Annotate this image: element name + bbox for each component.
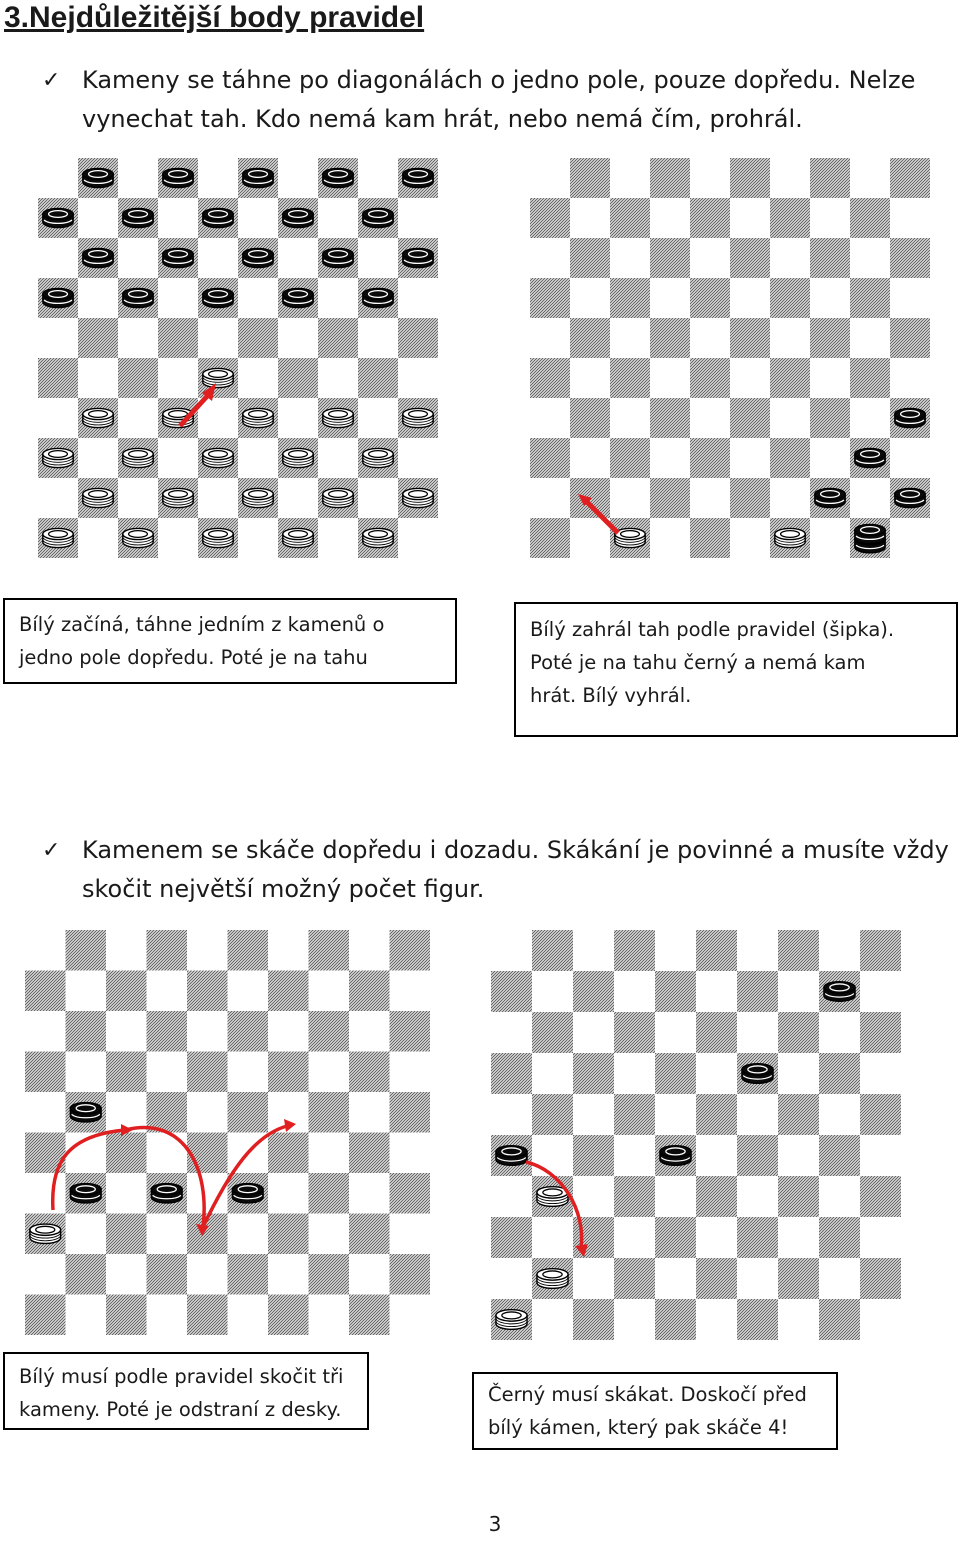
dark-square (770, 278, 810, 318)
note-white-jump (3, 1352, 369, 1430)
dark-square (573, 1135, 614, 1176)
note-line: Poté je na tahu černý a nemá kam (530, 651, 866, 674)
rule-2-line-1: Kamenem se skáče dopředu i dozadu. Skákání je povinné a musíte vždy (82, 836, 949, 864)
page-number: 3 (488, 1512, 502, 1536)
black-piece (403, 248, 433, 267)
dark-square (570, 478, 610, 518)
dark-square (532, 1094, 573, 1135)
black-piece (403, 168, 433, 187)
dark-square (778, 1258, 819, 1299)
dark-square (737, 1217, 778, 1258)
dark-square (106, 1052, 147, 1093)
dark-square (268, 1214, 309, 1255)
dark-square (570, 158, 610, 198)
dark-square (770, 438, 810, 478)
black-piece (43, 288, 73, 307)
dark-square (228, 1011, 269, 1052)
note-line: Černý musí skákat. Doskočí před (488, 1383, 807, 1406)
black-piece (323, 248, 353, 267)
dark-square (860, 930, 901, 971)
dark-square (614, 1094, 655, 1135)
white-piece (243, 408, 273, 427)
black-stack-piece (855, 524, 885, 552)
white-piece (496, 1310, 527, 1330)
dark-square (690, 198, 730, 238)
dark-square (25, 1295, 66, 1336)
dark-square (850, 198, 890, 238)
dark-square (650, 238, 690, 278)
black-piece (824, 982, 855, 1002)
dark-square (390, 1092, 431, 1133)
dark-square (650, 158, 690, 198)
dark-square (349, 1295, 390, 1336)
dark-square (778, 1012, 819, 1053)
white-piece (43, 528, 73, 547)
dark-square (610, 358, 650, 398)
white-piece (363, 448, 393, 467)
dark-square (730, 238, 770, 278)
section-title: 3.Nejdůležitější body pravidel (4, 1, 425, 34)
dark-square (810, 318, 850, 358)
white-piece (615, 528, 645, 547)
dark-square (737, 971, 778, 1012)
white-piece (283, 448, 313, 467)
dark-square (737, 1135, 778, 1176)
note-line: Bílý začíná, táhne jedním z kamenů o (19, 613, 385, 636)
dark-square (778, 1176, 819, 1217)
dark-square (819, 1135, 860, 1176)
note-line: Bílý musí podle pravidel skočit tři (19, 1365, 344, 1388)
dark-square (573, 971, 614, 1012)
dark-square (730, 398, 770, 438)
white-piece (537, 1269, 568, 1289)
dark-square (890, 238, 930, 278)
note-black-jump (472, 1372, 838, 1450)
dark-square (690, 438, 730, 478)
dark-square (147, 930, 188, 971)
dark-square (390, 1173, 431, 1214)
dark-square (655, 971, 696, 1012)
dark-square (398, 318, 438, 358)
dark-square (147, 1092, 188, 1133)
dark-square (349, 1052, 390, 1093)
black-piece (815, 488, 845, 507)
dark-square (573, 1217, 614, 1258)
dark-square (187, 1133, 228, 1174)
white-piece (83, 408, 113, 427)
dark-square (860, 1012, 901, 1053)
dark-square (696, 1012, 737, 1053)
dark-square (610, 278, 650, 318)
dark-square (268, 1052, 309, 1093)
dark-square (650, 318, 690, 358)
dark-square (309, 1254, 350, 1295)
dark-square (187, 1214, 228, 1255)
white-piece (123, 448, 153, 467)
dark-square (810, 158, 850, 198)
black-piece (203, 208, 233, 227)
dark-square (278, 358, 318, 398)
dark-square (491, 1217, 532, 1258)
dark-square (228, 1254, 269, 1295)
dark-square (530, 518, 570, 558)
dark-square (610, 438, 650, 478)
board-white-jump (25, 930, 430, 1335)
note-start-position (3, 598, 457, 684)
dark-square (530, 438, 570, 478)
dark-square (614, 1012, 655, 1053)
black-piece (163, 168, 193, 187)
white-piece (203, 528, 233, 547)
dark-square (850, 278, 890, 318)
white-piece (363, 528, 393, 547)
dark-square (850, 358, 890, 398)
dark-square (655, 1217, 696, 1258)
white-piece (163, 488, 193, 507)
dark-square (390, 1254, 431, 1295)
dark-square (730, 478, 770, 518)
dark-square (349, 1133, 390, 1174)
dark-square (228, 930, 269, 971)
dark-square (106, 1133, 147, 1174)
black-piece (70, 1103, 101, 1122)
black-piece (283, 288, 313, 307)
dark-square (860, 1094, 901, 1135)
black-piece (660, 1146, 691, 1166)
dark-square (770, 358, 810, 398)
white-piece (283, 528, 313, 547)
dark-square (390, 930, 431, 971)
note-line: bílý kámen, který pak skáče 4! (488, 1416, 789, 1439)
dark-square (730, 158, 770, 198)
dark-square (890, 318, 930, 358)
dark-square (309, 1173, 350, 1214)
dark-square (810, 398, 850, 438)
white-piece (203, 448, 233, 467)
dark-square (696, 930, 737, 971)
dark-square (696, 1176, 737, 1217)
dark-square (491, 971, 532, 1012)
black-piece (203, 288, 233, 307)
dark-square (530, 358, 570, 398)
dark-square (819, 1053, 860, 1094)
dark-square (819, 1299, 860, 1340)
dark-square (66, 1254, 107, 1295)
dark-square (106, 1214, 147, 1255)
dark-square (228, 1092, 269, 1133)
dark-square (570, 318, 610, 358)
dark-square (570, 238, 610, 278)
white-piece (123, 528, 153, 547)
dark-square (187, 1052, 228, 1093)
black-piece (83, 248, 113, 267)
white-piece (30, 1224, 61, 1243)
dark-square (730, 318, 770, 358)
dark-square (860, 1258, 901, 1299)
dark-square (66, 1011, 107, 1052)
dark-square (106, 1295, 147, 1336)
dark-square (860, 1176, 901, 1217)
note-line: jedno pole dopředu. Poté je na tahu (19, 646, 368, 669)
dark-square (38, 358, 78, 398)
black-piece (742, 1064, 773, 1084)
dark-square (890, 158, 930, 198)
dark-square (268, 971, 309, 1012)
white-piece (403, 488, 433, 507)
black-piece (323, 168, 353, 187)
dark-square (696, 1094, 737, 1135)
rule-1-line-2: vynechat tah. Kdo nemá kam hrát, nebo nemá čím, prohrál. (82, 105, 803, 133)
note-line: Bílý zahrál tah podle pravidel (šipka). (530, 618, 895, 641)
dark-square (530, 278, 570, 318)
black-piece (895, 488, 925, 507)
dark-square (349, 971, 390, 1012)
note-line: kameny. Poté je odstraní z desky. (19, 1398, 342, 1421)
white-piece (163, 408, 193, 427)
dark-square (309, 1011, 350, 1052)
dark-square (158, 318, 198, 358)
dark-square (690, 518, 730, 558)
dark-square (690, 278, 730, 318)
dark-square (650, 398, 690, 438)
dark-square (655, 1053, 696, 1094)
dark-square (390, 1011, 431, 1052)
black-piece (151, 1184, 182, 1203)
white-piece (323, 408, 353, 427)
white-piece (537, 1187, 568, 1207)
white-piece (403, 408, 433, 427)
black-piece (123, 288, 153, 307)
dark-square (268, 1133, 309, 1174)
black-piece (283, 208, 313, 227)
black-piece (243, 168, 273, 187)
board-white-wins (530, 158, 930, 558)
dark-square (309, 1092, 350, 1133)
white-piece (323, 488, 353, 507)
dark-square (819, 1217, 860, 1258)
dark-square (309, 930, 350, 971)
dark-square (25, 1133, 66, 1174)
black-piece (363, 208, 393, 227)
rule-2-line-2: skočit největší možný počet figur. (82, 875, 485, 903)
dark-square (187, 1295, 228, 1336)
dark-square (690, 358, 730, 398)
black-piece (496, 1146, 527, 1166)
dark-square (778, 930, 819, 971)
white-piece (43, 448, 73, 467)
white-piece (775, 528, 805, 547)
black-piece (855, 448, 885, 467)
checkmark-icon: ✓ (42, 68, 61, 93)
dark-square (268, 1295, 309, 1336)
dark-square (614, 930, 655, 971)
dark-square (570, 398, 610, 438)
dark-square (238, 318, 278, 358)
dark-square (358, 358, 398, 398)
white-piece (243, 488, 273, 507)
dark-square (25, 971, 66, 1012)
note-line: hrát. Bílý vyhrál. (530, 684, 692, 707)
board-start-position (38, 158, 438, 558)
dark-square (530, 198, 570, 238)
dark-square (614, 1176, 655, 1217)
dark-square (147, 1254, 188, 1295)
dark-square (778, 1094, 819, 1135)
dark-square (573, 1299, 614, 1340)
black-piece (163, 248, 193, 267)
dark-square (810, 238, 850, 278)
dark-square (118, 358, 158, 398)
black-piece (363, 288, 393, 307)
dark-square (25, 1052, 66, 1093)
black-piece (232, 1184, 263, 1203)
dark-square (655, 1299, 696, 1340)
white-piece (203, 368, 233, 387)
dark-square (532, 1012, 573, 1053)
black-piece (243, 248, 273, 267)
dark-square (737, 1299, 778, 1340)
dark-square (66, 930, 107, 971)
dark-square (573, 1053, 614, 1094)
black-piece (70, 1184, 101, 1203)
black-piece (895, 408, 925, 427)
dark-square (696, 1258, 737, 1299)
checkmark-icon: ✓ (42, 838, 61, 863)
dark-square (610, 198, 650, 238)
rule-1-line-1: Kameny se táhne po diagonálách o jedno pole, pouze dopředu. Nelze (82, 66, 916, 94)
dark-square (187, 971, 228, 1012)
black-piece (43, 208, 73, 227)
white-piece (83, 488, 113, 507)
dark-square (614, 1258, 655, 1299)
dark-square (770, 198, 810, 238)
dark-square (147, 1011, 188, 1052)
dark-square (650, 478, 690, 518)
black-piece (123, 208, 153, 227)
dark-square (106, 971, 147, 1012)
black-piece (83, 168, 113, 187)
note-white-wins (514, 602, 958, 737)
dark-square (532, 930, 573, 971)
dark-square (318, 318, 358, 358)
board-black-jump (491, 930, 901, 1340)
dark-square (78, 318, 118, 358)
dark-square (349, 1214, 390, 1255)
dark-square (491, 1053, 532, 1094)
